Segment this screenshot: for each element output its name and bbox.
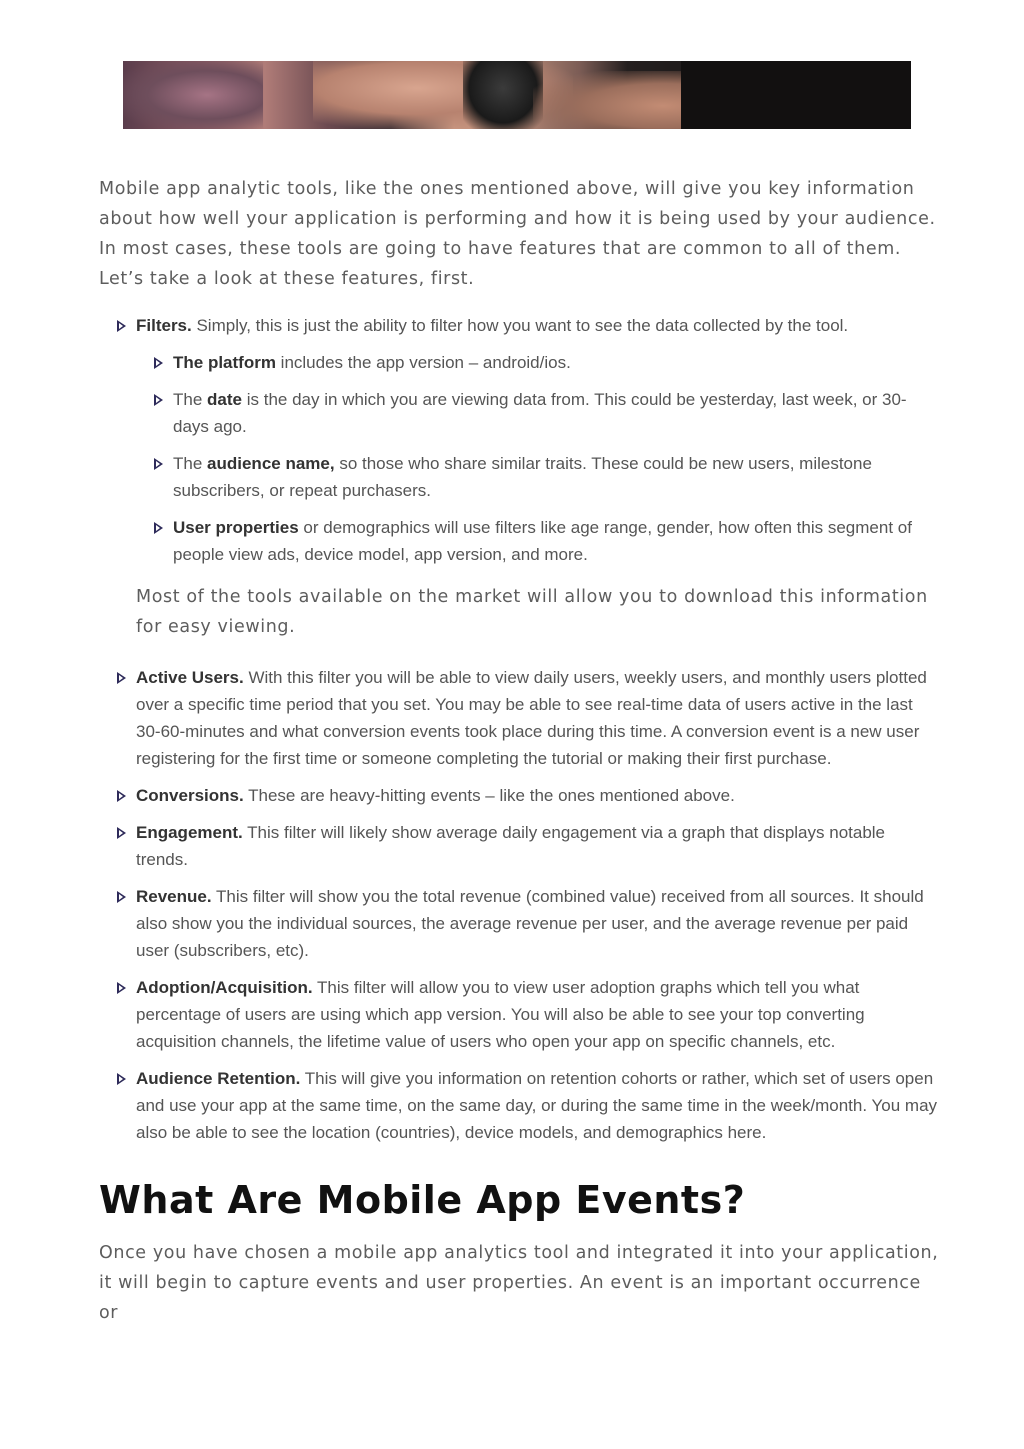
- sub-list-item: The audience name, so those who share similar traits. These could be new users, milestone subscribers, or repeat purchasers.: [173, 450, 941, 504]
- list-item-revenue: Revenue. This filter will show you the total revenue (combined value) received from all sources. It should also show you the individual sources, the average revenue per user, and the average revenue per paid user (subscribers, etc).: [136, 883, 941, 964]
- item-text: Simply, this is just the ability to filter how you want to see the data collected by the tool.: [191, 316, 849, 335]
- term-label: User properties: [173, 518, 299, 537]
- triangle-bullet-icon: [154, 458, 163, 470]
- triangle-bullet-icon: [117, 320, 126, 332]
- term-label: Active Users.: [136, 668, 244, 687]
- list-item-conversions: Conversions. These are heavy-hitting events – like the ones mentioned above.: [136, 782, 941, 809]
- intro-paragraph: Mobile app analytic tools, like the ones mentioned above, will give you key information about how well your application is performing and how it is being used by your audience. In most cases, these tools are going to have features that are common to all of them. Let’s take a look at these features, first.: [99, 179, 936, 289]
- triangle-bullet-icon: [154, 357, 163, 369]
- term-label: The platform: [173, 353, 276, 372]
- section-intro-paragraph: Once you have chosen a mobile app analytics tool and integrated it into your application, it will begin to capture events and user properties. An event is an important occurrence or: [99, 1243, 939, 1323]
- term-label: audience name,: [207, 454, 335, 473]
- list-item-adoption: Adoption/Acquisition. This filter will allow you to view user adoption graphs which tell you what percentage of users are using which app version. You will also be able to see your top converting acquisition channels, the lifetime value of users who open your app on specific channels, etc.: [136, 974, 941, 1055]
- term-label: Audience Retention.: [136, 1069, 301, 1088]
- term-label: Engagement.: [136, 823, 243, 842]
- term-label: Filters.: [136, 316, 192, 335]
- triangle-bullet-icon: [117, 672, 126, 684]
- article-content: [99, 174, 941, 1346]
- section-heading: What Are Mobile App Events?: [99, 1178, 746, 1222]
- filters-note: Most of the tools available on the market will allow you to download this information for easy viewing.: [136, 587, 928, 637]
- list-item-engagement: Engagement. This filter will likely show average daily engagement via a graph that displays notable trends.: [136, 819, 941, 873]
- term-label: Adoption/Acquisition.: [136, 978, 313, 997]
- list-item-audience-retention: Audience Retention. This will give you information on retention cohorts or rather, which set of users open and use your app at the same time, on the same day, or during the same time in the week/month. You may also be able to see the location (countries), device models, and demographics here.: [136, 1065, 941, 1146]
- sub-list-item: The date is the day in which you are viewing data from. This could be yesterday, last week, or 30-days ago.: [173, 386, 941, 440]
- term-label: date: [207, 390, 242, 409]
- triangle-bullet-icon: [117, 827, 126, 839]
- filters-sub-list: [136, 349, 941, 568]
- term-label: Conversions.: [136, 786, 244, 805]
- term-label: Revenue.: [136, 887, 212, 906]
- triangle-bullet-icon: [117, 790, 126, 802]
- sub-list-item: User properties or demographics will use filters like age range, gender, how often this segment of people view ads, device model, app version, and more.: [173, 514, 941, 568]
- triangle-bullet-icon: [154, 522, 163, 534]
- sub-list-item: The platform includes the app version – android/ios.: [173, 349, 941, 376]
- triangle-bullet-icon: [117, 1073, 126, 1085]
- triangle-bullet-icon: [117, 891, 126, 903]
- triangle-bullet-icon: [154, 394, 163, 406]
- list-item-active-users: Active Users. With this filter you will be able to view daily users, weekly users, and monthly users plotted over a specific time period that you set. You may be able to see real-time data of users active in the last 30-60-minutes and what conversion events took place during this time. A conversion event is a new user registering for the first time or someone completing the tutorial or making their first purchase.: [136, 664, 941, 772]
- hero-image: [123, 61, 911, 129]
- list-item-filters: [136, 312, 941, 642]
- feature-list: [99, 312, 941, 1146]
- triangle-bullet-icon: [117, 982, 126, 994]
